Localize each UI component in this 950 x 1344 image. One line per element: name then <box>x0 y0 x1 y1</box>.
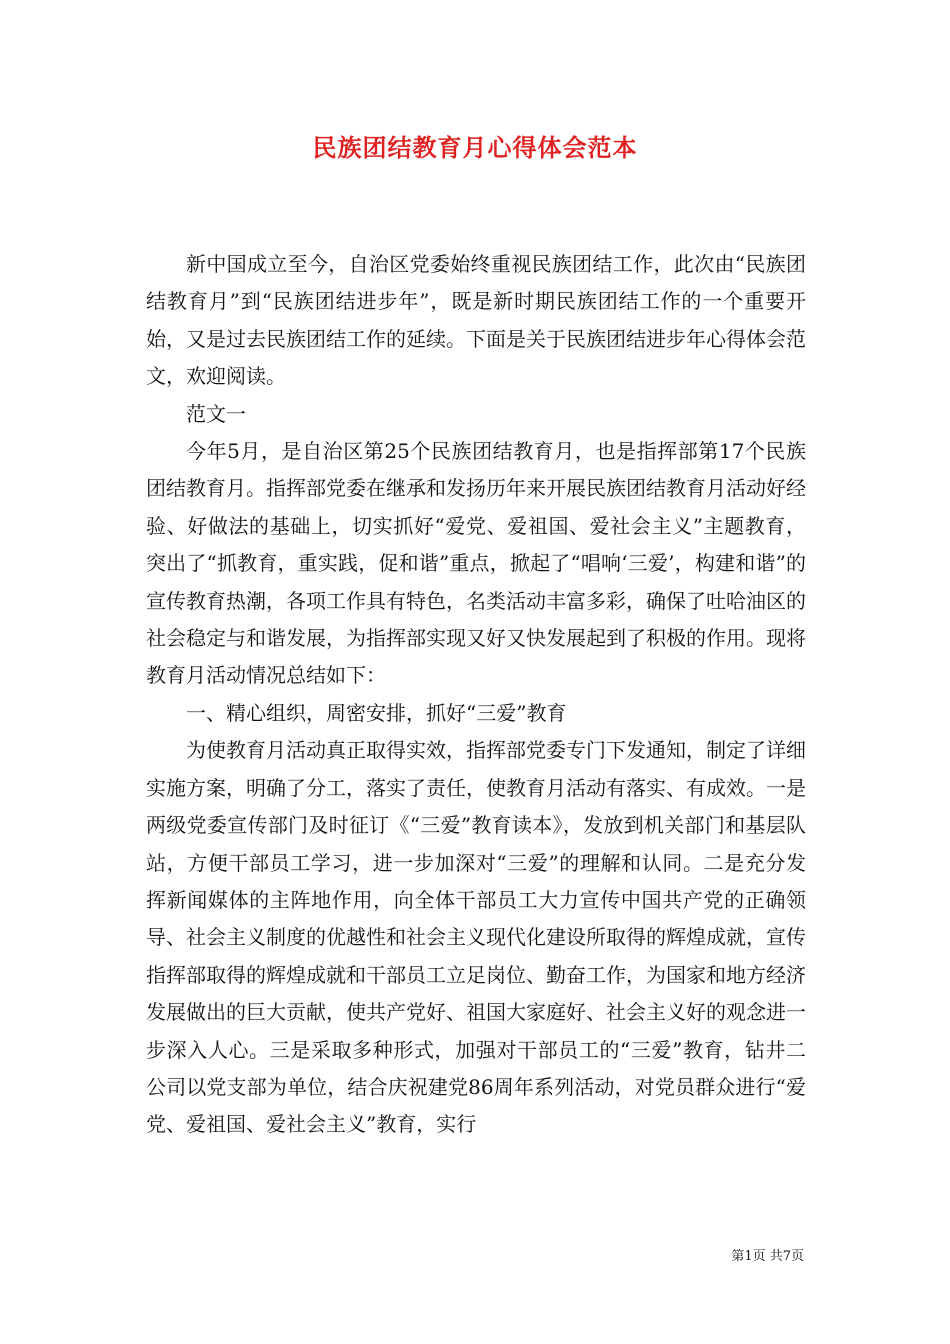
paragraph-sample-heading: 范文一 <box>186 401 246 426</box>
document-body <box>146 246 806 1144</box>
paragraph-overview: 今年5月，是自治区第25个民族团结教育月，也是指挥部第17个民族团结教育月。指挥部党委在继承和发扬历年来开展民族团结教育月活动好经验、好做法的基础上，切实抓好“爱党、爱祖国、爱社会主义”主题教育，突出了“抓教育，重实践，促和谐”重点，掀起了“唱响‘三爱’，构建和谐”的宣传教育热潮，各项工作具有特色，名类活动丰富多彩，确保了吐哈油区的社会稳定与和谐发展，为指挥部实现又好又快发展起到了积极的作用。现将教育月活动情况总结如下： <box>146 439 806 688</box>
page-number: 第1页 共7页 <box>731 1249 804 1264</box>
paragraph-section-1: 为使教育月活动真正取得实效，指挥部党委专门下发通知，制定了详细实施方案，明确了分工，落实了责任，使教育月活动有落实、有成效。一是两级党委宣传部门及时征订《“三爱”教育读本》，发放到机关部门和基层队站，方便干部员工学习，进一步加深对“三爱”的理解和认同。二是充分发挥新闻媒体的主阵地作用，向全体干部员工大力宣传中国共产党的正确领导、社会主义制度的优越性和社会主义现代化建设所取得的辉煌成就，宣传指挥部取得的辉煌成就和干部员工立足岗位、勤奋工作，为国家和地方经济发展做出的巨大贡献，使共产党好、祖国大家庭好、社会主义好的观念进一步深入人心。三是采取多种形式，加强对干部员工的“三爱”教育，钻井二公司以党支部为单位，结合庆祝建党86周年系列活动，对党员群众进行“爱党、爱祖国、爱社会主义”教育，实行 <box>146 738 806 1137</box>
paragraph-intro: 新中国成立至今，自治区党委始终重视民族团结工作，此次由“民族团结教育月”到“民族团结进步年”，既是新时期民族团结工作的一个重要开始，又是过去民族团结工作的延续。下面是关于民族团结进步年心得体会范文，欢迎阅读。 <box>146 252 806 389</box>
section-heading-1: 一、精心组织，周密安排，抓好“三爱”教育 <box>186 700 567 725</box>
document-title: 民族团结教育月心得体会范本 <box>312 133 638 162</box>
